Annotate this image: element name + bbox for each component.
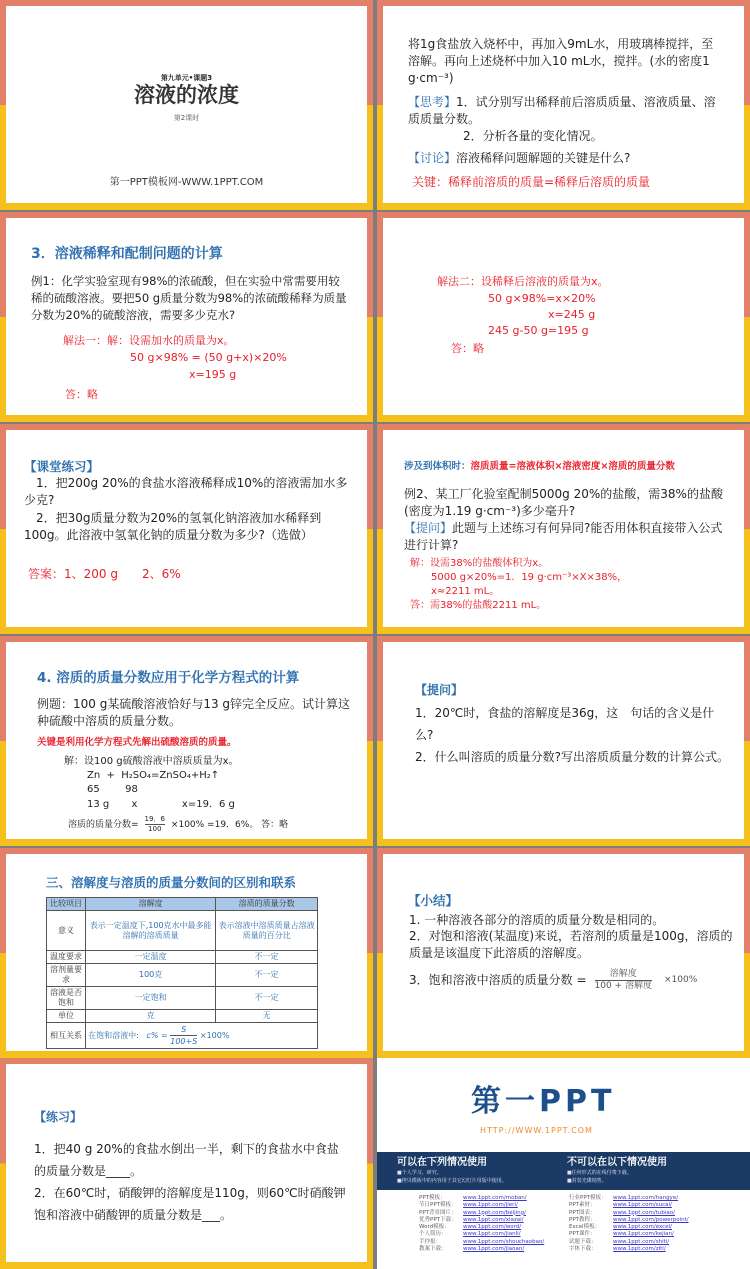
table-cell: 表示溶液中溶质质量占溶液质量的百分比 xyxy=(216,911,318,951)
table-cell: 表示一定温度下,100克水中最多能溶解的溶质质量 xyxy=(86,911,216,951)
cannot-use-item: ■封装光碟销售。 xyxy=(567,1178,607,1184)
table-cell: 一定温度 xyxy=(86,951,216,964)
template-link[interactable]: www.1ppt.com/sucai/ xyxy=(613,1202,672,1209)
question-1: 1．把200g 20%的食盐水溶液稀释成10%的溶液需加水多少克? xyxy=(24,476,348,507)
template-link[interactable]: www.1ppt.com/xiazai/ xyxy=(463,1216,524,1223)
table-row xyxy=(47,964,318,987)
fraction-denominator: 100 + 溶解度 xyxy=(594,981,652,991)
slide-7-thumbnail[interactable] xyxy=(0,636,373,846)
link-row xyxy=(419,1246,544,1253)
link-label: PPT模板： xyxy=(419,1195,446,1201)
link-row xyxy=(419,1239,544,1246)
table-cell: 不一定 xyxy=(216,987,318,1010)
slide-panel xyxy=(6,218,367,415)
answer-line: 答：略 xyxy=(451,342,484,355)
fraction-numerator: 溶解度 xyxy=(595,969,652,981)
answer-line: 答：需38%的盐酸2211 mL。 xyxy=(410,600,547,611)
exercise-1: 1．把40 g 20%的食盐水倒出一半，剩下的食盐水中食盐的质量分数是____。 xyxy=(34,1142,339,1178)
cannot-use-item: ■任何形式的在线付费下载。 xyxy=(567,1170,632,1176)
table-cell: 溶液是否饱和 xyxy=(47,987,86,1010)
question-2: 2．把30g质量分数为20%的氢氧化钠溶液加水稀释到100g。此溶液中氢氧化钠的质量分数为多少?（选做） xyxy=(24,511,322,542)
can-use-item: ■拷贝模板中的内容用于其它幻灯片母版中使用。 xyxy=(397,1178,507,1184)
table-header: 溶解度 xyxy=(86,898,216,911)
link-row xyxy=(569,1239,689,1246)
result-rest: ×100% =19．6%。 答：略 xyxy=(170,820,289,830)
link-row xyxy=(569,1210,689,1217)
link-label: PPT图表： xyxy=(569,1209,596,1216)
discuss-text: 溶液稀释问题解题的关键是什么? xyxy=(456,151,631,165)
link-row xyxy=(569,1231,689,1238)
links-left xyxy=(419,1195,544,1253)
answer-text: 答案：1、200 g 2、6% xyxy=(28,567,181,581)
question-1: 1．20℃时，食盐的溶解度是36g，这 句话的含义是什么? xyxy=(415,706,715,742)
summary-1: 1. 一种溶液各部分的溶质的质量分数是相同的。 xyxy=(409,913,665,927)
discuss-tag: 【讨论】 xyxy=(408,151,457,165)
solution-line: x=245 g xyxy=(548,308,596,321)
key-text: 关键：稀释前溶质的质量=稀释后溶质的质量 xyxy=(412,175,651,189)
key-text: 关键是利用化学方程式先解出硫酸溶质的质量。 xyxy=(37,737,237,748)
brand-logo: 第一PPT xyxy=(471,1084,616,1119)
table-header: 比较项目 xyxy=(47,898,86,911)
link-label: 行业PPT模板： xyxy=(569,1195,607,1201)
template-link[interactable]: www.1ppt.com/jieri/ xyxy=(463,1202,518,1209)
solution-line: 5000 g×20%=1．19 g·cm⁻³×X×38%， xyxy=(431,572,628,583)
template-link[interactable]: www.1ppt.com/ziti/ xyxy=(613,1246,666,1253)
link-row xyxy=(419,1202,544,1209)
template-link[interactable]: www.1ppt.com/word/ xyxy=(463,1224,522,1231)
table-cell: 无 xyxy=(216,1010,318,1023)
solution-line: 50 g×98%=x×20% xyxy=(488,292,596,305)
think-q2: 2．分析各量的变化情况。 xyxy=(463,129,603,143)
multiplier: ×100% xyxy=(663,975,698,985)
summary-3-text: 3．饱和溶液中溶质的质量分数 = xyxy=(409,973,587,987)
slide-9-thumbnail[interactable] xyxy=(0,848,373,1058)
link-label: 教案下载： xyxy=(419,1246,447,1253)
section-heading: 【练习】 xyxy=(34,1110,83,1124)
fraction-numerator: S xyxy=(170,1024,197,1036)
think-tag: 【思考】 xyxy=(408,95,457,109)
section-heading: 【小结】 xyxy=(408,893,459,908)
link-row xyxy=(419,1231,544,1238)
formula-line xyxy=(404,458,675,475)
section-heading: 3．溶液稀释和配制问题的计算 xyxy=(31,246,223,262)
slide-panel xyxy=(383,642,744,839)
template-link[interactable]: www.1ppt.com/excel/ xyxy=(613,1224,672,1231)
slide-2-thumbnail[interactable] xyxy=(377,0,750,210)
section-heading: 三、溶解度与溶质的质量分数间的区别和联系 xyxy=(46,875,297,890)
link-label: 手抄报： xyxy=(419,1238,442,1245)
table-cell: 单位 xyxy=(47,1010,86,1023)
ask-block xyxy=(404,520,724,554)
template-link[interactable]: www.1ppt.com/jianli/ xyxy=(463,1231,521,1238)
result-line xyxy=(68,815,288,834)
fraction-denominator: 100 xyxy=(148,825,162,833)
cannot-use-title: 不可以在以下情况使用 xyxy=(567,1157,667,1168)
table-cell: 不一定 xyxy=(216,951,318,964)
section-heading: 【提问】 xyxy=(415,683,464,697)
example-text: 例1：化学实验室现有98%的浓硫酸，但在实验中常需要用较稀的硫酸溶液。要把50 g质量分数为98%的浓硫酸稀释为质量分数为20%的硫酸溶液，需要多少克水? xyxy=(31,274,347,322)
table-cell: 溶剂量要求 xyxy=(47,964,86,987)
link-label: 试题下载： xyxy=(569,1238,597,1245)
slide-panel xyxy=(383,218,744,415)
slide-panel xyxy=(383,6,744,203)
table-header: 溶质的质量分数 xyxy=(216,898,318,911)
link-label: 节日PPT模板： xyxy=(419,1202,457,1209)
slide-title: 溶液的浓度 xyxy=(134,83,239,107)
table-cell: 意义 xyxy=(47,911,86,951)
section-heading: 【课堂练习】 xyxy=(24,459,100,474)
ask-text: 此题与上述练习有何异同?能否用体积直接带入公式进行计算? xyxy=(404,521,723,552)
link-row xyxy=(569,1246,689,1253)
link-label: 个人简历： xyxy=(419,1231,447,1238)
example-text: 例题：100 g某硫酸溶液恰好与13 g锌完全反应。试计算这种硫酸中溶质的质量分数。 xyxy=(37,697,351,728)
slide-3-thumbnail[interactable] xyxy=(0,212,373,422)
summary-3 xyxy=(409,969,697,992)
relation-text: 在饱和溶液中: xyxy=(88,1031,139,1040)
table-row xyxy=(47,951,318,964)
table-row xyxy=(47,1010,318,1023)
discuss-block xyxy=(408,150,630,167)
question-2: 2．什么叫溶质的质量分数?写出溶质质量分数的计算公式。 xyxy=(415,750,730,764)
summary-2: 2．对饱和溶液(某温度)来说，若溶剂的质量是100g，溶质的质量是该温度下此溶质的溶解度。 xyxy=(409,929,733,960)
solution-line: 解：设需38%的盐酸体积为x。 xyxy=(410,558,549,569)
slide-panel xyxy=(6,854,367,1051)
table-row xyxy=(47,911,318,951)
exercise-2: 2．在60℃时，硝酸钾的溶解度是110g，则60℃时硝酸钾饱和溶液中硝酸钾的质量分数是___。 xyxy=(34,1186,346,1222)
intro-text: 将1g食盐放入烧杯中，再加入9mL水，用玻璃棒搅拌，至溶解。再向上述烧杯中加入10 mL水，搅拌。(水的密度1 g·cm⁻³) xyxy=(408,37,714,85)
link-label: PPT素材： xyxy=(569,1202,596,1209)
link-label: 优秀PPT下载： xyxy=(419,1216,457,1223)
table-cell: 相互关系 xyxy=(47,1023,86,1049)
usage-banner xyxy=(377,1152,750,1190)
slide-panel xyxy=(6,642,367,839)
template-link[interactable]: www.1ppt.com/moban/ xyxy=(463,1195,527,1201)
template-link[interactable]: www.1ppt.com/powerpoint/ xyxy=(613,1216,689,1223)
slide-4-thumbnail[interactable] xyxy=(377,212,750,422)
slide-6-thumbnail[interactable] xyxy=(377,424,750,634)
example-text: 例2、某工厂化验室配制5000g 20%的盐酸，需38%的盐酸(密度为1.19 g·cm⁻³)多少毫升? xyxy=(404,487,723,518)
solution-line: 解：设100 g硫酸溶液中溶质质量为x。 xyxy=(64,756,239,767)
solution-line: 50 g×98% = (50 g+x)×20% xyxy=(130,351,287,364)
slide-1-thumbnail[interactable] xyxy=(0,0,373,210)
table-row xyxy=(47,987,318,1010)
link-label: Excel模板： xyxy=(569,1224,601,1231)
lesson-label: 第2课时 xyxy=(173,114,200,122)
unit-label: 第九单元•课题3 xyxy=(160,74,213,82)
link-label: Word模板： xyxy=(419,1224,450,1231)
template-link[interactable]: www.1ppt.com/shouchaobao/ xyxy=(463,1238,545,1245)
table-cell: 一定饱和 xyxy=(86,987,216,1010)
relation-cell xyxy=(86,1023,318,1049)
link-label: PPT课件： xyxy=(569,1231,596,1238)
table-cell: 100克 xyxy=(86,964,216,987)
table-header-row xyxy=(47,898,318,911)
link-row xyxy=(569,1202,689,1209)
template-link[interactable]: www.1ppt.com/beijing/ xyxy=(463,1209,527,1216)
slide-panel xyxy=(6,1064,367,1262)
can-use-title: 可以在下列情况使用 xyxy=(397,1157,487,1168)
links-right xyxy=(569,1195,689,1253)
equation-line: 13 g x x=19．6 g xyxy=(87,799,235,810)
slide-panel xyxy=(383,430,744,627)
link-row xyxy=(419,1210,544,1217)
link-label: PPT教程： xyxy=(569,1216,596,1223)
template-link[interactable]: www.1ppt.com/kejian/ xyxy=(613,1231,674,1238)
answer-line: 答：略 xyxy=(65,388,98,401)
table-row xyxy=(47,1023,318,1049)
brand-url: HTTP://WWW.1PPT.COM xyxy=(480,1126,593,1135)
slide-11-thumbnail[interactable] xyxy=(0,1058,373,1269)
template-link[interactable]: www.1ppt.com/shiti/ xyxy=(613,1238,670,1245)
slide-8-thumbnail[interactable] xyxy=(377,636,750,846)
solution-line: 245 g-50 g=195 g xyxy=(488,324,589,337)
slide-10-thumbnail[interactable] xyxy=(377,848,750,1058)
result-label: 溶质的质量分数= xyxy=(68,820,139,830)
formula-text: 溶质质量=溶液体积×溶液密度×溶质的质量分数 xyxy=(470,461,675,472)
site-label: 第一PPT模板网-WWW.1PPT.COM xyxy=(109,177,264,188)
link-label: 字体下载： xyxy=(569,1246,597,1253)
solution-line: x≈2211 mL。 xyxy=(431,586,500,597)
template-link[interactable]: www.1ppt.com/tubiao/ xyxy=(613,1209,675,1216)
table-cell: 克 xyxy=(86,1010,216,1023)
template-link[interactable]: www.1ppt.com/jiaoan/ xyxy=(463,1246,525,1253)
relation-lhs: c% = xyxy=(146,1031,168,1040)
slide-12-thumbnail[interactable] xyxy=(377,1058,750,1269)
equation-line: 65 98 xyxy=(87,784,138,795)
solution-line: 解法二：设稀释后溶液的质量为x。 xyxy=(437,275,609,288)
relation-rest: ×100% xyxy=(199,1031,230,1040)
comparison-table xyxy=(46,897,318,1049)
formula-tag: 涉及到体积时： xyxy=(404,461,471,472)
slide-panel xyxy=(6,430,367,627)
solution-line: 解法一：解：设需加水的质量为x。 xyxy=(63,334,235,347)
solution-line: x=195 g xyxy=(189,368,237,381)
ask-tag: 【提问】 xyxy=(404,521,453,535)
table-cell: 温度要求 xyxy=(47,951,86,964)
can-use-item: ■个人学习、研究。 xyxy=(397,1170,442,1176)
slide-panel xyxy=(6,6,367,203)
slide-panel xyxy=(383,854,744,1051)
fraction-denominator: 100+S xyxy=(170,1037,198,1046)
link-label: PPT背景图片： xyxy=(419,1209,457,1216)
table-cell: 不一定 xyxy=(216,964,318,987)
fraction-numerator: 19．6 xyxy=(144,815,165,823)
slide-5-thumbnail[interactable] xyxy=(0,424,373,634)
template-link[interactable]: www.1ppt.com/hangye/ xyxy=(613,1195,679,1201)
section-heading: 4. 溶质的质量分数应用于化学方程式的计算 xyxy=(37,670,300,686)
think-q1: 1．试分别写出稀释前后溶质质量、溶液质量、溶质质量分数。 xyxy=(408,95,716,126)
equation-line: Zn + H₂SO₄=ZnSO₄+H₂↑ xyxy=(87,770,220,781)
think-block xyxy=(408,94,723,128)
